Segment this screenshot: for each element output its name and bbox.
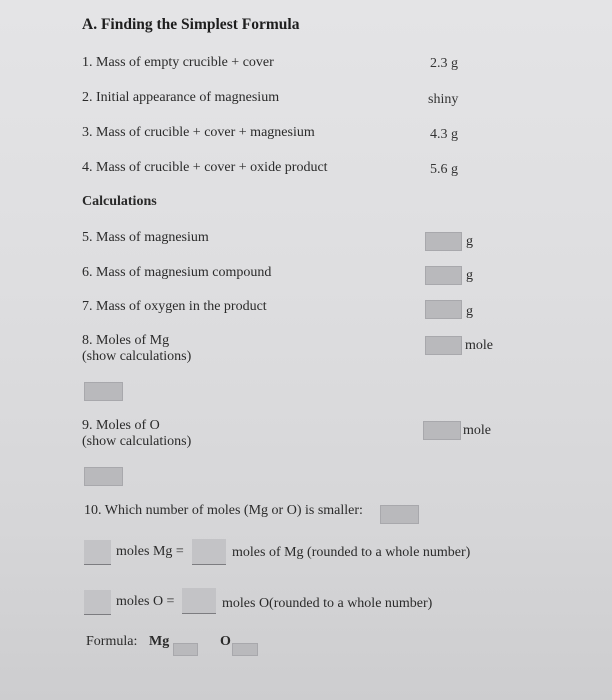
calc-label-5: 5. Mass of magnesium <box>82 230 209 245</box>
input-moles-o-numerator[interactable] <box>84 590 111 615</box>
answer-box-mass-oxygen[interactable] <box>425 300 462 319</box>
measurement-value-3: 4.3 g <box>430 127 458 142</box>
measurement-label-4: 4. Mass of crucible + cover + oxide product <box>82 160 328 175</box>
ratio-mg-right: moles of Mg (rounded to a whole number) <box>232 545 471 560</box>
answer-box-smaller-moles[interactable] <box>380 505 419 524</box>
calculations-heading: Calculations <box>82 194 157 209</box>
input-moles-o-divisor[interactable] <box>182 588 216 614</box>
ratio-mg-left: moles Mg = <box>116 544 184 559</box>
formula-o-symbol: O <box>220 634 231 649</box>
input-moles-mg-numerator[interactable] <box>84 540 111 565</box>
answer-box-mass-compound[interactable] <box>425 266 462 285</box>
unit-g-5: g <box>466 234 473 249</box>
measurement-value-2: shiny <box>428 92 459 107</box>
measurement-value-1: 2.3 g <box>430 56 458 71</box>
measurement-label-1: 1. Mass of empty crucible + cover <box>82 55 274 70</box>
moles-o-sublabel: (show calculations) <box>82 434 192 449</box>
question-10: 10. Which number of moles (Mg or O) is smaller: <box>84 503 363 518</box>
formula-mg-subscript-box[interactable] <box>173 643 198 656</box>
moles-mg-sublabel: (show calculations) <box>82 349 192 364</box>
unit-mole-o: mole <box>463 423 491 438</box>
section-heading: A. Finding the Simplest Formula <box>82 16 300 33</box>
formula-o-subscript-box[interactable] <box>232 643 258 656</box>
measurement-value-4: 5.6 g <box>430 162 458 177</box>
answer-box-moles-o[interactable] <box>423 421 461 440</box>
measurement-label-3: 3. Mass of crucible + cover + magnesium <box>82 125 315 140</box>
answer-box-mass-magnesium[interactable] <box>425 232 462 251</box>
formula-mg-symbol: Mg <box>149 634 170 649</box>
measurement-label-2: 2. Initial appearance of magnesium <box>82 90 280 105</box>
ratio-o-right: moles O(rounded to a whole number) <box>222 596 433 611</box>
calculation-box-moles-mg[interactable] <box>84 382 123 401</box>
moles-mg-label: 8. Moles of Mg <box>82 333 170 348</box>
unit-g-6: g <box>466 268 473 283</box>
unit-g-7: g <box>466 304 473 319</box>
formula-label: Formula: <box>86 634 138 649</box>
calculation-box-moles-o[interactable] <box>84 467 123 486</box>
answer-box-moles-mg[interactable] <box>425 336 462 355</box>
ratio-o-left: moles O = <box>116 594 175 609</box>
input-moles-mg-divisor[interactable] <box>192 539 226 565</box>
calc-label-6: 6. Mass of magnesium compound <box>82 265 272 280</box>
unit-mole-mg: mole <box>465 338 493 353</box>
calc-label-7: 7. Mass of oxygen in the product <box>82 299 267 314</box>
moles-o-label: 9. Moles of O <box>82 418 160 433</box>
